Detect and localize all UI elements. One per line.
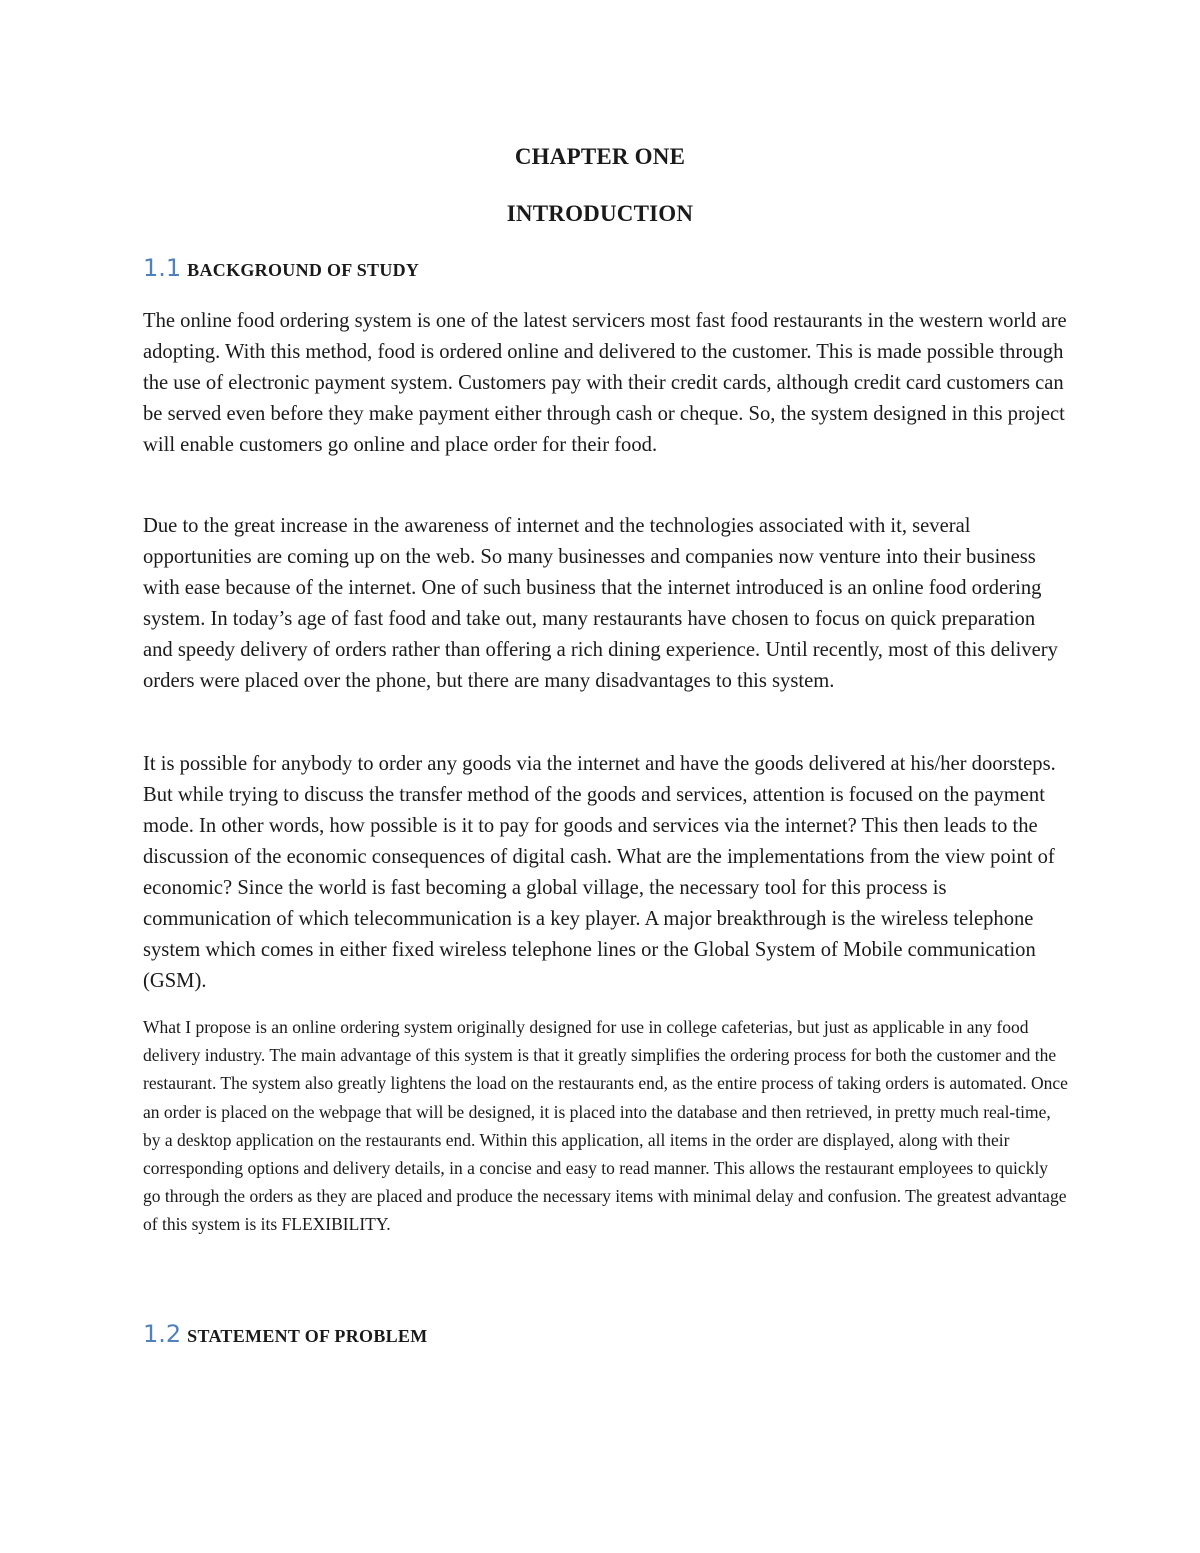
paragraph-background-1: The online food ordering system is one of the latest servicers most fast food restaurants in the western world are adopting. With this method, food is ordered online and delivered to the customer. This is made possible through the use of electronic payment system. Customers pay with their credit cards, although credit card customers can be served even before they make payment either through cash or cheque. So, the system designed in this project will enable customers go online and place order for their food. bbox=[143, 310, 1067, 456]
section-title: BACKGROUND OF STUDY bbox=[187, 260, 420, 280]
chapter-subtitle: INTRODUCTION bbox=[506, 201, 694, 226]
paragraph-background-4: What I propose is an online ordering system originally designed for use in college cafeterias, but just as applicable in any food delivery industry. The main advantage of this system is that it greatly simplifies the ordering process for both the customer and the restaurant. The system also greatly lightens the load on the restaurants end, as the entire process of taking orders is automated. Once an order is placed on the webpage that will be designed, it is placed into the database and then retrieved, in pretty much real-time, by a desktop application on the restaurants end. Within this application, all items in the order are displayed, along with their corresponding options and delivery details, in a concise and easy to read manner. This allows the restaurant employees to quickly go through the orders as they are placed and produce the necessary items with minimal delay and confusion. The greatest advantage of this system is its FLEXIBILITY. bbox=[143, 1017, 1068, 1235]
section-number: 1.1 bbox=[143, 254, 182, 282]
section-heading-background-of-study bbox=[143, 254, 419, 282]
section-title: STATEMENT OF PROBLEM bbox=[187, 1326, 428, 1346]
section-number: 1.2 bbox=[143, 1320, 182, 1348]
paragraph-background-2: Due to the great increase in the awareness of internet and the technologies associated with it, several opportunities are coming up on the web. So many businesses and companies now venture into their business with ease because of the internet. One of such business that the internet introduced is an online food ordering system. In today’s age of fast food and take out, many restaurants have chosen to focus on quick preparation and speedy delivery of orders rather than offering a rich dining experience. Until recently, most of this delivery orders were placed over the phone, but there are many disadvantages to this system. bbox=[143, 515, 1058, 692]
chapter-title: CHAPTER ONE bbox=[514, 144, 686, 169]
paragraph-background-3: It is possible for anybody to order any goods via the internet and have the goods delivered at his/her doorsteps. But while trying to discuss the transfer method of the goods and services, attention is focused on the payment mode. In other words, how possible is it to pay for goods and services via the internet? This then leads to the discussion of the economic consequences of digital cash. What are the implementations from the view point of economic? Since the world is fast becoming a global village, the necessary tool for this process is communication of which telecommunication is a key player. A major breakthrough is the wireless telephone system which comes in either fixed wireless telephone lines or the Global System of Mobile communication (GSM). bbox=[143, 753, 1056, 992]
section-heading-statement-of-problem bbox=[143, 1320, 428, 1348]
